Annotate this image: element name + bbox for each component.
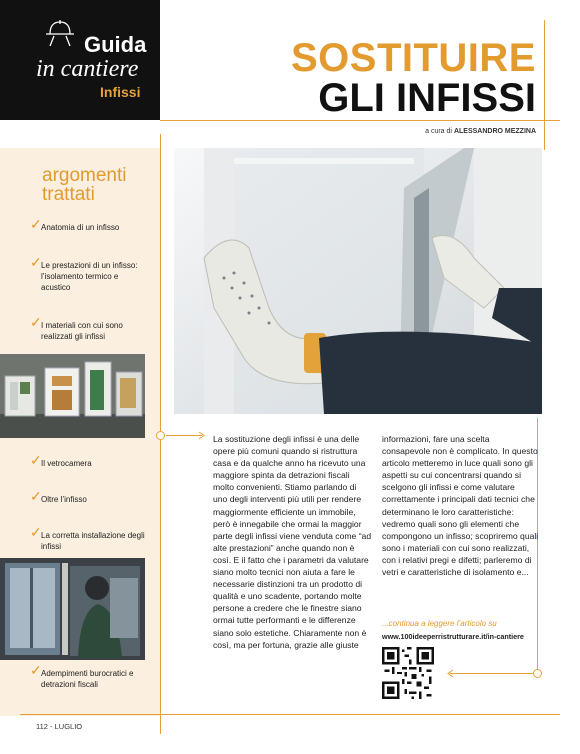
topic-item (30, 254, 140, 293)
connector-dot (156, 431, 165, 440)
arrow-left-icon (446, 669, 454, 678)
header-vertical-rule (544, 20, 545, 150)
check-icon: ✓ (30, 216, 42, 232)
sidebar-title (42, 166, 142, 204)
check-icon: ✓ (30, 488, 42, 504)
topic-item (30, 452, 155, 469)
check-icon: ✓ (30, 314, 42, 330)
topic-item (30, 488, 155, 505)
article-column-2: informazioni, fare una scelta consapevole non è complicato. In questo articolo metteremo in luce quali sono gli aspetti su cui concentrarsi quando si scelgono gli infissi e come valutare correttamente i principali dati tecnici che determinano le loro caratteristiche: vedremo quali sono gli elementi che compongono un infisso; scopriremo quali sono i materiali con cui sono realizzati, con i relativi pregi e difetti; parleremo di vetri e caratteristiche di isolamento e... (382, 434, 539, 578)
topic-text: Le prestazioni di un infisso: l’isolamento termico e acustico (41, 261, 138, 292)
article-column-1: La sostituzione degli infissi è una delle opere più comuni quando si ristruttura casa e da qualche anno ha ricevuto una maggiore spinta da detrazioni fiscali molto convenienti. Stiamo parlando di uno degli interventi più utili per rendere maggiormente efficiente un immobile, però è innegabile che ormai la maggior parte degli infissi viene venduta come “ad alte prestazioni” anche quando non è così. E il fatto che i parametri da valutare siano molto tecnici non aiuta a fare le necessarie distinzioni tra un prodotto di qualità e uno scadente, portando molte persone a credere che le finestre siano ormai tutte performanti e le differenze siano solo estetiche. Chiaramente non è così, ma per fortuna, grazie alle giuste (213, 434, 372, 650)
title-line-1: SOSTITUIRE (290, 36, 536, 80)
topic-text: I materiali con cui sono realizzati gli infissi (41, 321, 123, 341)
connector-dot (533, 669, 542, 678)
topic-text: La corretta installazione degli infissi (41, 531, 145, 551)
topic-text: Il vetrocamera (41, 459, 92, 468)
connector-line (450, 673, 533, 674)
qr-code[interactable] (382, 647, 434, 699)
topic-text: Adempimenti burocratici e detrazioni fiscali (41, 669, 134, 689)
logo-in-cantiere: in cantiere (36, 56, 139, 82)
continue-reading-link[interactable]: ...continua a leggere l’articolo su (382, 619, 497, 628)
topic-item (30, 662, 155, 690)
topic-text: Anatomia di un infisso (41, 223, 120, 232)
arrow-right-icon (198, 431, 206, 440)
check-icon: ✓ (30, 254, 42, 270)
window-installation-photo (174, 148, 542, 414)
connector-line (166, 435, 202, 436)
byline-author: ALESSANDRO MEZZINA (453, 128, 536, 135)
check-icon: ✓ (30, 452, 42, 468)
topic-text: Oltre l’infisso (41, 495, 87, 504)
title-line-2: GLI INFISSI (318, 76, 536, 120)
guide-logo (0, 0, 160, 120)
logo-guida: Guida (84, 32, 147, 57)
byline (425, 128, 536, 135)
installer-photo (0, 558, 145, 660)
footer-rule (20, 714, 560, 715)
page-number: 112 - LUGLIO (36, 722, 83, 731)
topic-item (30, 524, 145, 552)
topic-item (30, 216, 155, 233)
byline-prefix: a cura di (425, 128, 452, 135)
logo-section: Infissi (100, 84, 141, 100)
check-icon: ✓ (30, 524, 42, 540)
window-profiles-photo (0, 354, 145, 438)
builder-helmet-icon (40, 16, 80, 46)
check-icon: ✓ (30, 662, 42, 678)
article-url-link[interactable]: www.100ideeperristrutturare.it/in-cantiere (382, 632, 524, 641)
topic-item (30, 314, 140, 342)
sidebar-title-text: argomenti trattati (42, 165, 127, 205)
